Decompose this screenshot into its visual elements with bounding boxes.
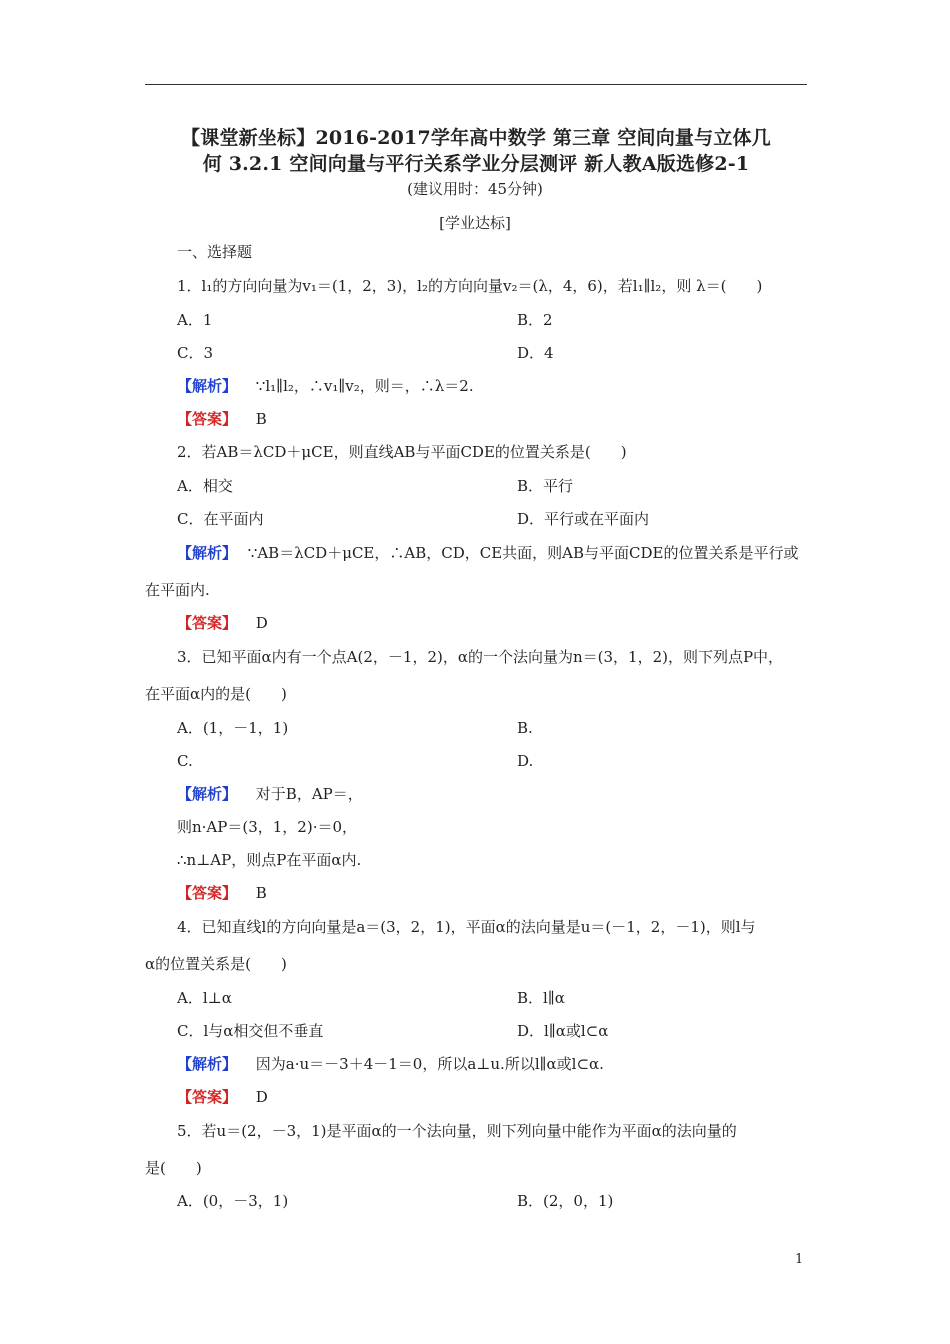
q5-option-b: B．(2，0，1) <box>517 1192 614 1210</box>
q2-analysis-cont: 在平面内. <box>145 581 210 599</box>
q2-answer <box>177 613 268 633</box>
q5-stem: 5．若u＝(2，－3，1)是平面α的一个法向量，则下列向量中能作为平面α的法向量的 <box>177 1122 737 1140</box>
q4-stem: 4．已知直线l的方向向量是a＝(3，2，1)，平面α的法向量是u＝(－1，2，－1)，则l与 <box>177 918 756 936</box>
q3-stem-cont: 在平面α内的是( ) <box>145 685 287 703</box>
q3-analysis <box>177 784 363 804</box>
q1-option-c: C．3 <box>177 344 214 362</box>
q1-analysis-text: ∵l₁∥l₂，∴v₁∥v₂，则＝，∴λ＝2. <box>255 377 474 395</box>
q3-option-c: C. <box>177 752 193 770</box>
answer-label: 【答案】 <box>177 410 238 428</box>
q2-option-d: D．平行或在平面内 <box>517 510 650 528</box>
q2-option-a: A．相交 <box>177 477 233 495</box>
answer-label: 【答案】 <box>177 884 238 902</box>
q4-stem-cont: α的位置关系是( ) <box>145 955 287 973</box>
header-rule <box>145 84 807 85</box>
q1-option-a: A．1 <box>177 311 213 329</box>
analysis-label: 【解析】 <box>177 377 238 395</box>
title-line-1: 【课堂新坐标】2016-2017学年高中数学 第三章 空间向量与立体几 <box>181 127 771 149</box>
time-suggestion: (建议用时：45分钟) <box>407 180 543 198</box>
q3-option-a: A．(1，－1，1) <box>177 719 289 737</box>
q3-analysis-line-2: 则n·AP＝(3，1，2)·＝0， <box>177 818 358 836</box>
q1-answer <box>177 409 267 429</box>
q2-stem: 2．若AB＝λCD＋μCE，则直线AB与平面CDE的位置关系是( ) <box>177 443 627 461</box>
q2-analysis-text: ∵AB＝λCD＋μCE，∴AB，CD，CE共面，则AB与平面CDE的位置关系是平行或 <box>247 544 799 562</box>
analysis-label: 【解析】 <box>177 785 238 803</box>
q1-stem: 1．l₁的方向向量为v₁＝(1，2，3)，l₂的方向向量v₂＝(λ，4，6)，若l₁∥l₂，则 λ＝( ) <box>177 277 763 295</box>
q5-stem-cont: 是( ) <box>145 1159 202 1177</box>
section-heading: [学业达标] <box>439 214 511 232</box>
q2-option-c: C．在平面内 <box>177 510 264 528</box>
q2-option-b: B．平行 <box>517 477 574 495</box>
q4-answer <box>177 1087 268 1107</box>
q3-stem: 3．已知平面α内有一个点A(2，－1，2)，α的一个法向量为n＝(3，1，2)，则下列点P中， <box>177 648 784 666</box>
q3-analysis-line-3: ∴n⊥AP，则点P在平面α内. <box>177 851 362 869</box>
answer-label: 【答案】 <box>177 614 238 632</box>
q4-option-b: B．l∥α <box>517 989 565 1007</box>
analysis-label: 【解析】 <box>177 544 238 562</box>
q3-answer <box>177 883 267 903</box>
q3-analysis-text: 对于B，AP＝， <box>255 785 363 803</box>
q4-option-a: A．l⊥α <box>177 989 232 1007</box>
q4-analysis-text: 因为a·u＝－3＋4－1＝0，所以a⊥u.所以l∥α或l⊂α. <box>255 1055 604 1073</box>
analysis-label: 【解析】 <box>177 1055 238 1073</box>
q1-analysis <box>177 376 474 396</box>
q1-answer-value: B <box>255 410 267 428</box>
q4-option-c: C．l与α相交但不垂直 <box>177 1022 324 1040</box>
q3-option-b: B. <box>517 719 533 737</box>
q2-answer-value: D <box>255 614 268 632</box>
q1-option-b: B．2 <box>517 311 553 329</box>
part-heading: 一、选择题 <box>177 243 253 261</box>
q3-option-d: D. <box>517 752 534 770</box>
q4-answer-value: D <box>255 1088 268 1106</box>
q2-analysis <box>177 543 798 563</box>
page-title <box>145 125 807 177</box>
q4-analysis <box>177 1054 604 1074</box>
answer-label: 【答案】 <box>177 1088 238 1106</box>
page-number: 1 <box>795 1252 804 1267</box>
title-line-2: 何 3.2.1 空间向量与平行关系学业分层测评 新人教A版选修2-1 <box>202 153 750 175</box>
q1-option-d: D．4 <box>517 344 554 362</box>
q5-option-a: A．(0，－3，1) <box>177 1192 289 1210</box>
q4-option-d: D．l∥α或l⊂α <box>517 1022 609 1040</box>
q3-answer-value: B <box>255 884 267 902</box>
